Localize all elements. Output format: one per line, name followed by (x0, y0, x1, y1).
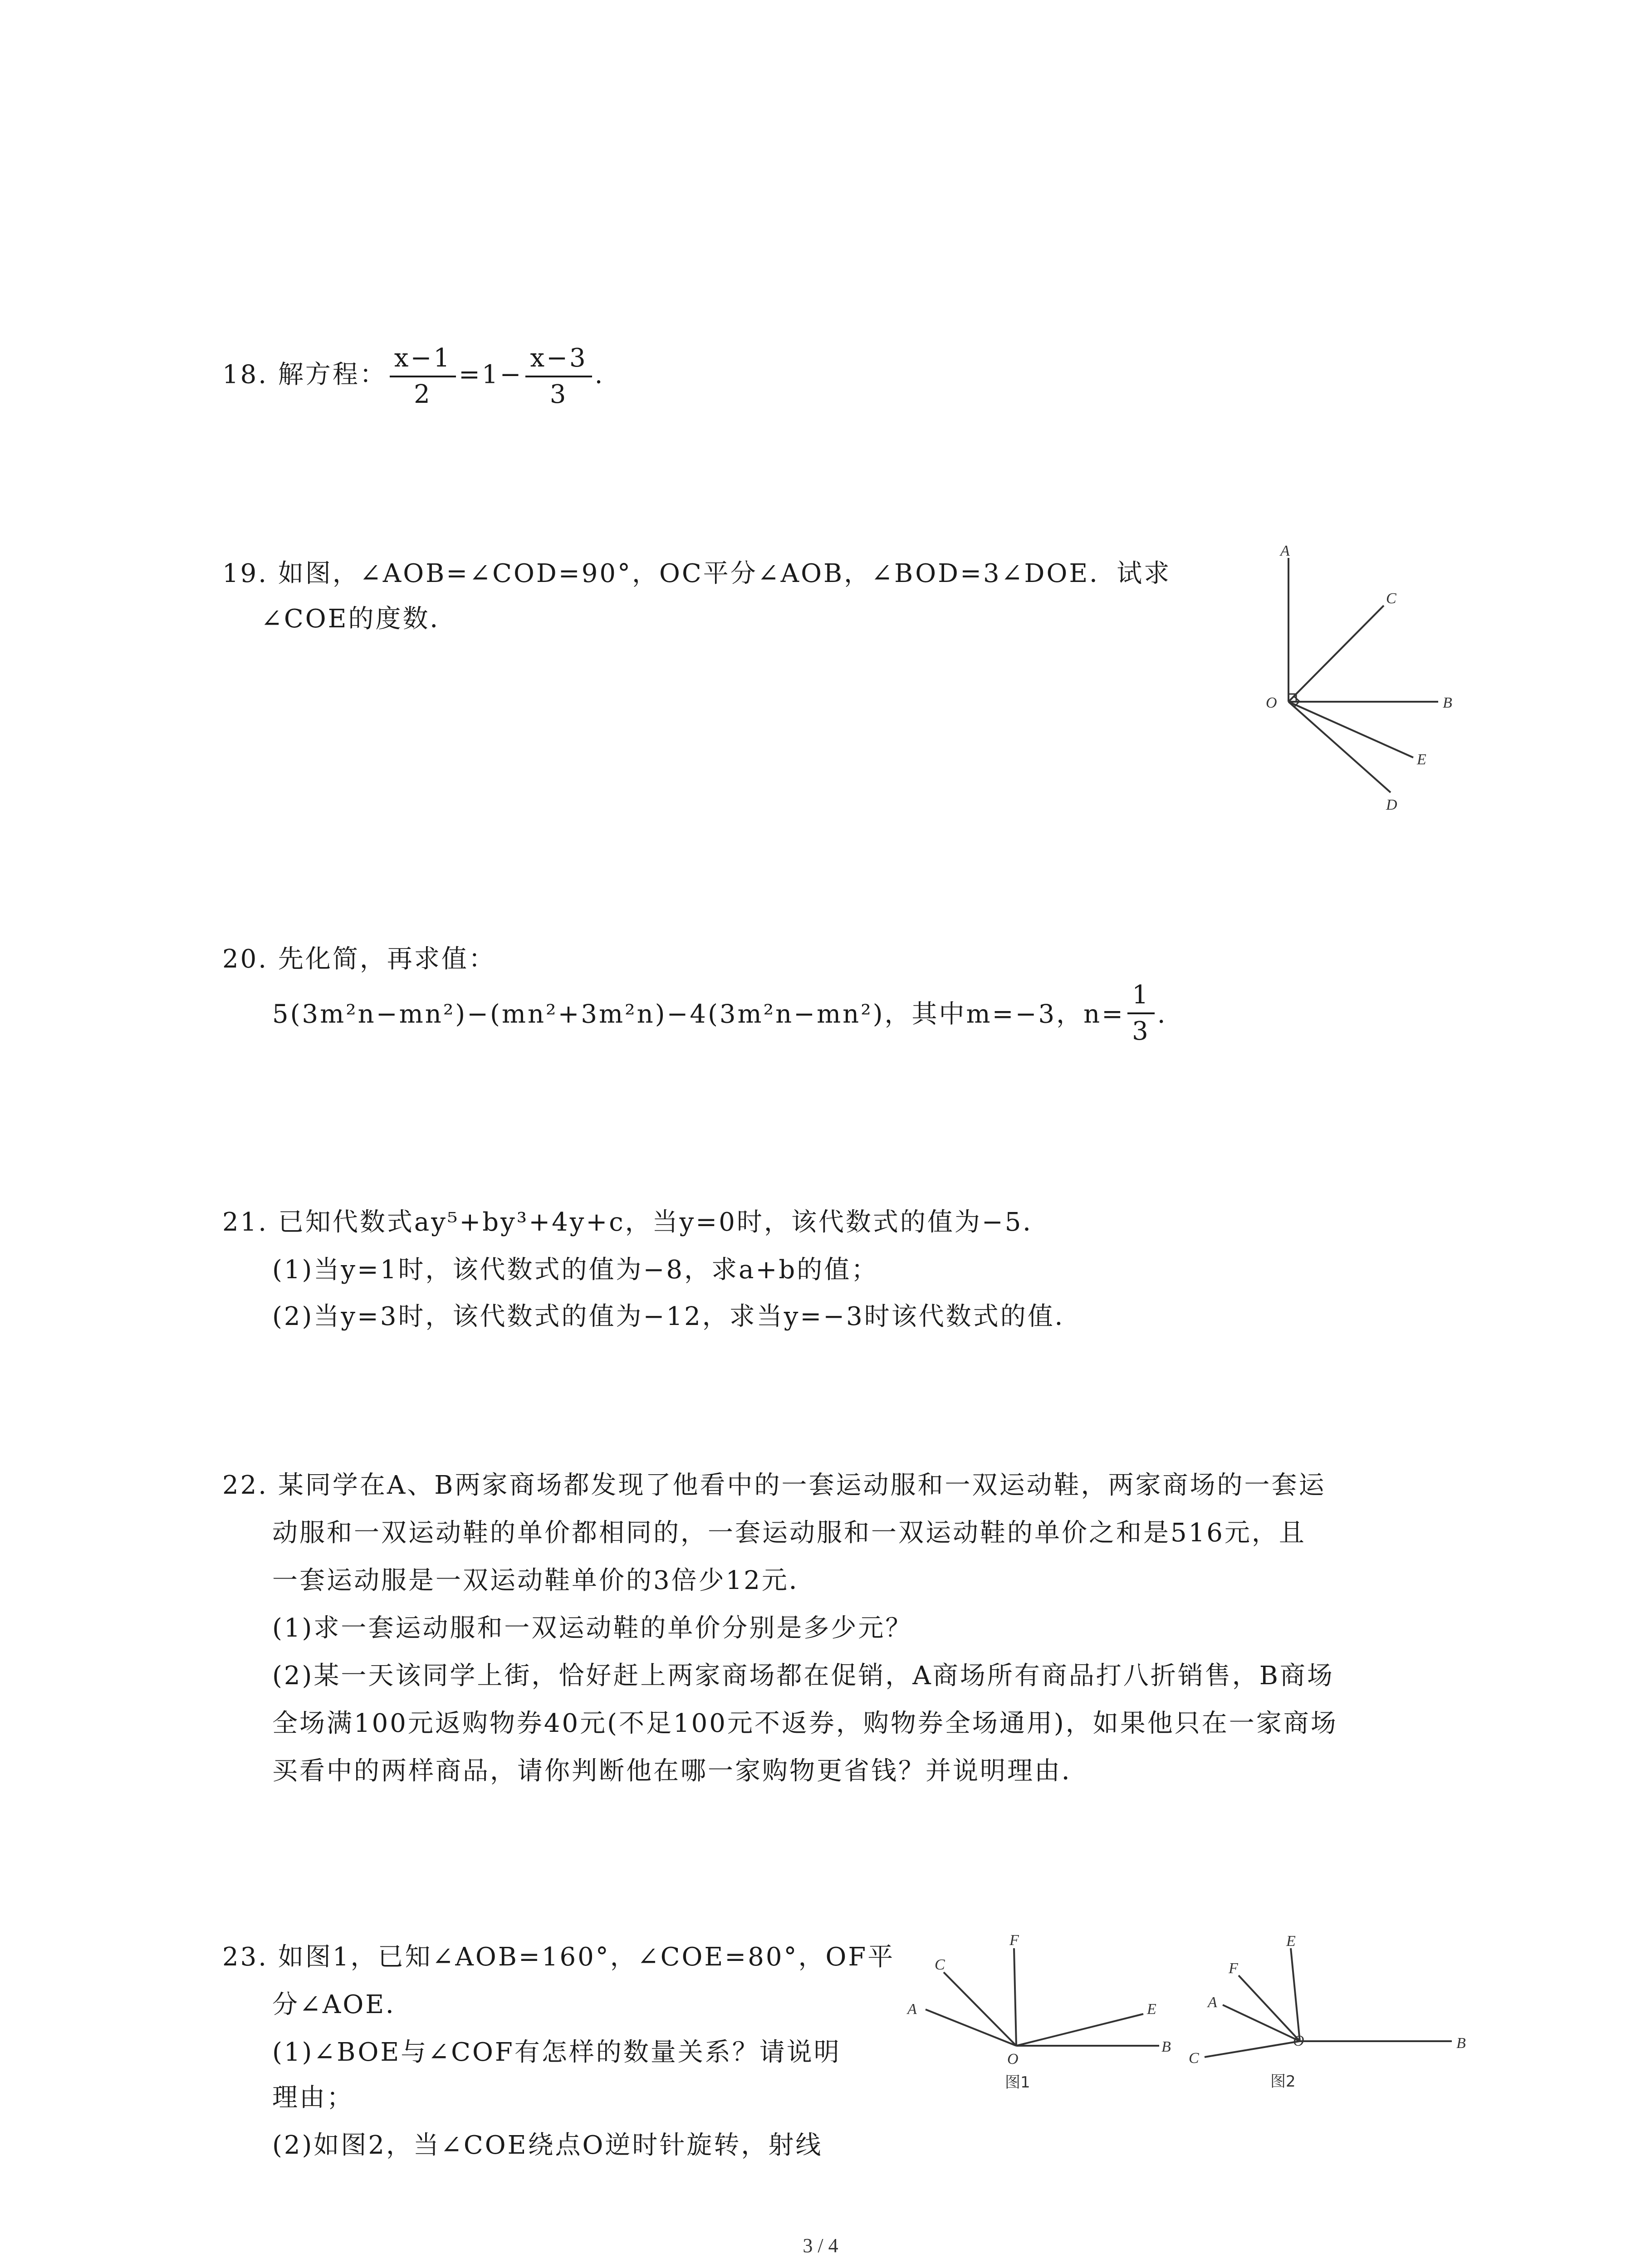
q18-fraction-2 (525, 345, 592, 408)
ray-oe (1288, 702, 1413, 758)
label-o: O (1266, 694, 1277, 711)
label-f: F (1009, 1932, 1019, 1949)
q23-line-1: 23. 如图1，已知∠AOB=160°，∠COE=80°，OF平 (222, 1942, 895, 1972)
ray-oe (1291, 1948, 1300, 2041)
q18-suffix: . (594, 360, 605, 390)
q18-frac1-numerator: x−1 (390, 345, 456, 377)
ray-of (1239, 1975, 1300, 2041)
ray-oc (1288, 606, 1384, 702)
q20-frac-denominator: 3 (1132, 1017, 1150, 1046)
q22-line-2: 动服和一双运动鞋的单价都相同的，一套运动服和一双运动鞋的单价之和是516元，且 (272, 1518, 1306, 1548)
ray-oa (926, 2009, 1016, 2046)
label-b: B (1161, 2038, 1171, 2055)
q20-frac-numerator: 1 (1127, 982, 1155, 1014)
q23-figure-1 (898, 1919, 1189, 2123)
caption-fig-2: 图2 (1270, 2072, 1296, 2091)
q21-line-3: (2)当y=3时，该代数式的值为−12，求当y=−3时该代数式的值． (272, 1302, 1082, 1331)
label-e: E (1417, 751, 1426, 768)
q22-line-7: 买看中的两样商品，请你判断他在哪一家购物更省钱？并说明理由． (272, 1756, 1089, 1786)
label-o: O (1007, 2051, 1019, 2068)
q18-frac2-numerator: x−3 (525, 345, 592, 377)
q20-suffix: . (1157, 999, 1167, 1029)
ray-oe (1016, 2014, 1143, 2046)
q22-line-6: 全场满100元返购物券40元(不足100元不返券，购物券全场通用)，如果他只在一家商场 (272, 1709, 1338, 1738)
q19-line-1: 19. 如图，∠AOB=∠COD=90°，OC平分∠AOB，∠BOD=3∠DOE．试求 (222, 559, 1171, 588)
q19-figure (1243, 535, 1470, 826)
caption-fig-1: 图1 (1005, 2073, 1030, 2092)
q21-line-1: 21. 已知代数式ay⁵+by³+4y+c，当y=0时，该代数式的值为−5． (222, 1207, 1050, 1237)
label-b: B (1443, 694, 1452, 711)
label-a: A (1280, 543, 1290, 559)
q18-fraction-1 (390, 345, 456, 408)
q20-expression-line (272, 980, 1167, 1048)
q20-expression: 5(3m²n−mn²)−(mn²+3m²n)−4(3m²n−mn²)，其中m=−3，n= (272, 999, 1125, 1029)
ray-oa (1223, 2005, 1300, 2041)
q23-line-5: (2)如图2，当∠COE绕点O逆时针旋转，射线 (272, 2131, 823, 2160)
page-number: 3 / 4 (803, 2234, 838, 2257)
ray-oc (944, 1972, 1016, 2046)
q22-line-4: (1)求一套运动服和一双运动鞋的单价分别是多少元？ (272, 1613, 913, 1643)
ray-of (1014, 1948, 1016, 2046)
label-a: A (907, 2001, 917, 2018)
q23-line-4: 理由； (272, 2083, 354, 2112)
label-b: B (1456, 2035, 1466, 2052)
q18-mid: =1− (459, 360, 523, 390)
label-c: C (1189, 2050, 1199, 2067)
label-e: E (1286, 1933, 1296, 1950)
q22-line-3: 一套运动服是一双运动鞋单价的3倍少12元． (272, 1566, 816, 1595)
q23-line-3: (1)∠BOE与∠COF有怎样的数量关系？请说明 (272, 2038, 841, 2067)
question-18 (222, 345, 604, 408)
label-f: F (1229, 1960, 1238, 1977)
q18-prefix: 18. 解方程： (222, 360, 387, 390)
ray-od (1288, 702, 1391, 792)
q23-figure-2 (1180, 1910, 1479, 2118)
q23-line-2: 分∠AOE． (272, 1990, 413, 2019)
q22-line-1: 22. 某同学在A、B两家商场都发现了他看中的一套运动服和一双运动鞋，两家商场的一套运 (222, 1471, 1326, 1500)
label-c: C (1386, 590, 1396, 607)
label-o: O (1293, 2033, 1304, 2049)
q18-frac2-denominator: 3 (549, 380, 568, 409)
q22-line-5: (2)某一天该同学上街，恰好赶上两家商场都在促销，A商场所有商品打八折销售，B商场 (272, 1661, 1334, 1691)
label-e: E (1147, 2001, 1156, 2018)
q19-line-2: ∠COE的度数． (261, 604, 457, 634)
q20-line-1: 20. 先化简，再求值： (222, 944, 496, 974)
q21-line-2: (1)当y=1时，该代数式的值为−8，求a+b的值； (272, 1255, 879, 1285)
q18-frac1-denominator: 2 (414, 380, 432, 409)
label-d: D (1386, 797, 1397, 813)
label-c: C (935, 1956, 945, 1973)
ray-oc (1205, 2041, 1300, 2057)
q20-fraction (1127, 982, 1155, 1045)
label-a: A (1208, 1994, 1217, 2011)
